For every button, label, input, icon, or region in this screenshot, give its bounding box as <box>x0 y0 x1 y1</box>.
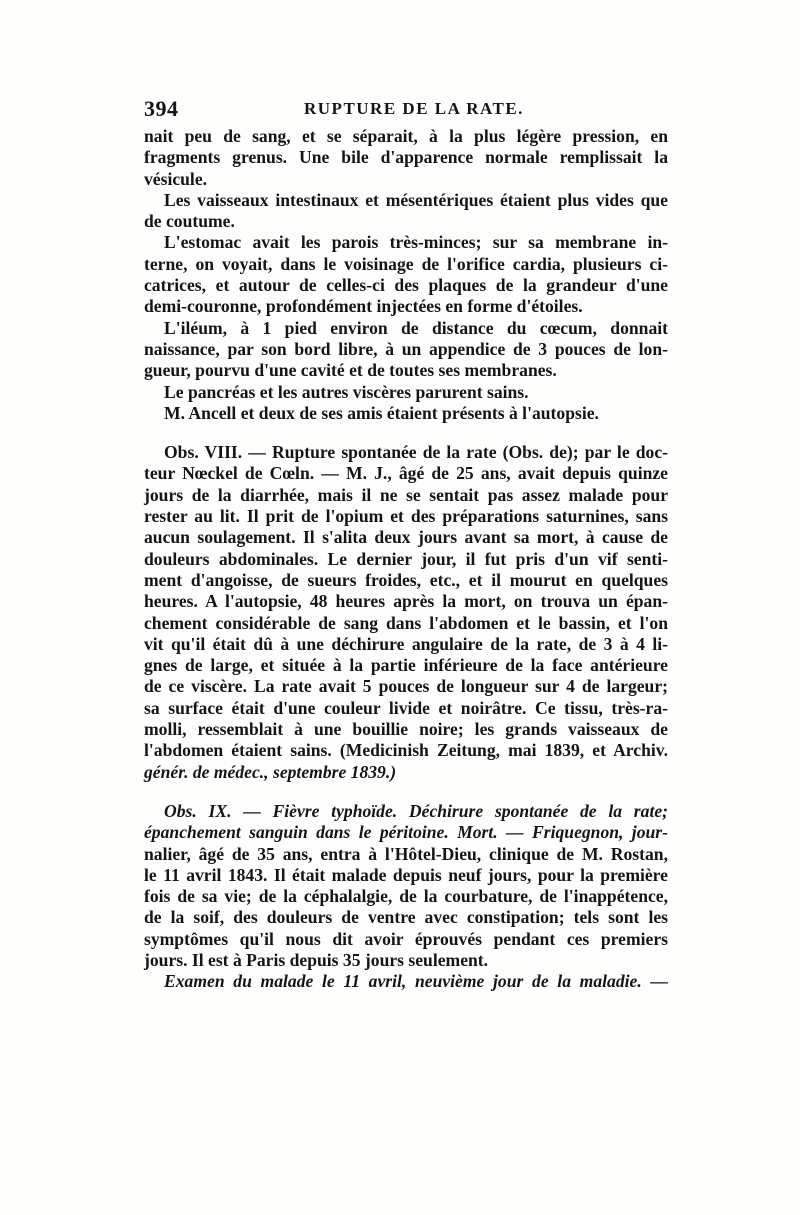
text-line: nalier, âgé de 35 ans, entra à l'Hôtel-Dieu, clinique de M. Rostan, <box>144 843 668 864</box>
text-line: heures. A l'autopsie, 48 heures après la mort, on trouva un épan- <box>144 591 668 612</box>
text-line: jours. Il est à Paris depuis 35 jours seulement. <box>144 949 489 970</box>
text-line: le 11 avril 1843. Il était malade depuis neuf jours, pour la première <box>144 864 668 885</box>
page-header <box>144 96 666 124</box>
text-line: demi-couronne, profondément injectées en forme d'étoiles. <box>144 296 583 317</box>
text-line: jours de la diarrhée, mais il ne se sentait pas assez malade pour <box>144 484 668 505</box>
text-line: Examen du malade le 11 avril, neuvième jour de la maladie. — <box>164 971 668 992</box>
text-line: symptômes qu'il nous dit avoir éprouvés pendant ces premiers <box>144 928 668 949</box>
text-line: L'iléum, à 1 pied environ de distance du cœcum, donnait <box>164 317 668 338</box>
text-line: vit qu'il était dû à une déchirure angulaire de la rate, de 3 à 4 li- <box>144 633 668 654</box>
text-line: de ce viscère. La rate avait 5 pouces de longueur sur 4 de largeur; <box>144 676 668 697</box>
text-line: fois de sa vie; de la céphalalgie, de la courbature, de l'inappétence, <box>144 886 668 907</box>
text-line: rester au lit. Il prit de l'opium et des préparations saturnines, sans <box>144 506 668 527</box>
text-line: ment d'angoisse, de sueurs froides, etc., et il mourut en quelques <box>144 569 668 590</box>
text-line: gueur, pourvu d'une cavité et de toutes ses membranes. <box>144 360 557 381</box>
text-line: sa surface était d'une couleur livide et noirâtre. Ce tissu, très-ra- <box>144 697 668 718</box>
citation-line: génér. de médec., septembre 1839.) <box>144 761 397 782</box>
text-line: fragments grenus. Une bile d'apparence normale remplissait la <box>144 147 668 168</box>
text-line: l'abdomen étaient sains. (Medicinish Zeitung, mai 1839, et Archiv. <box>144 740 668 761</box>
text-line: de la soif, des douleurs de ventre avec constipation; tels sont les <box>144 907 668 928</box>
text-line: épanchement sanguin dans le péritoine. Mort. — Friquegnon, jour- <box>144 822 668 843</box>
text-line: chement considérable de sang dans l'abdomen et le bassin, et l'on <box>144 612 668 633</box>
text-line: molli, ressemblait à une bouillie noire; les grands vaisseaux de <box>144 719 668 740</box>
text-line: M. Ancell et deux de ses amis étaient présents à l'autopsie. <box>164 402 599 423</box>
paragraph-gap <box>144 424 668 442</box>
text-line: teur Nœckel de Cœln. — M. J., âgé de 25 ans, avait depuis quinze <box>144 463 668 484</box>
observation-heading-line: Obs. IX. — Fièvre typhoïde. Déchirure spontanée de la rate; <box>164 800 668 821</box>
observation-heading-line: Obs. VIII. — Rupture spontanée de la rate (Obs. de); par le doc- <box>164 442 668 463</box>
text-line: douleurs abdominales. Le dernier jour, il fut pris d'un vif senti- <box>144 548 668 569</box>
text-line: Le pancréas et les autres viscères parurent sains. <box>164 381 529 402</box>
text-line: aucun soulagement. Il s'alita deux jours avant sa mort, à cause de <box>144 527 668 548</box>
page-number: 394 <box>144 96 179 121</box>
text-line: catrices, et autour de celles-ci des plaques de la grandeur d'une <box>144 275 668 296</box>
text-line: L'estomac avait les parois très-minces; sur sa membrane in- <box>164 232 668 253</box>
running-title: RUPTURE DE LA RATE. <box>304 99 524 118</box>
text-line: gnes de large, et située à la partie inférieure de la face antérieure <box>144 655 668 676</box>
text-line: vésicule. <box>144 168 208 189</box>
text-line: terne, on voyait, dans le voisinage de l'orifice cardia, plusieurs ci- <box>144 253 668 274</box>
text-line: nait peu de sang, et se séparait, à la plus légère pression, en <box>144 126 668 146</box>
text-line: Les vaisseaux intestinaux et mésentériques étaient plus vides que <box>164 189 668 210</box>
body-text <box>144 126 668 993</box>
text-line: de coutume. <box>144 211 235 232</box>
text-line: naissance, par son bord libre, à un appendice de 3 pouces de lon- <box>144 338 668 359</box>
paragraph-gap <box>144 783 668 801</box>
